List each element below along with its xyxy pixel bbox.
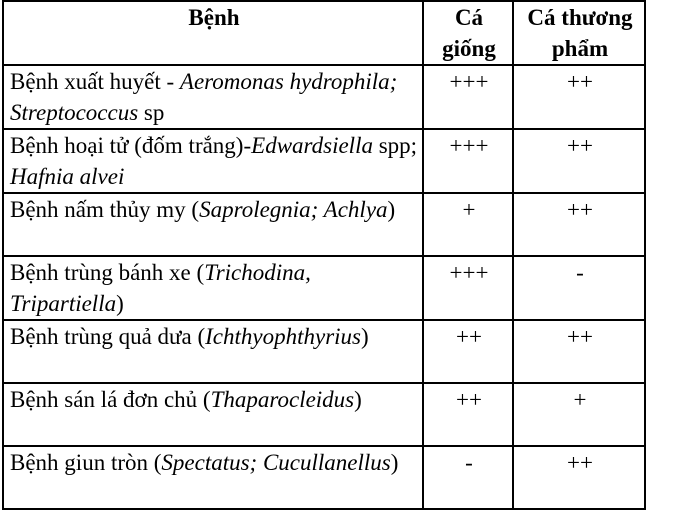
table-row [3,320,645,383]
commercial-severity-cell: + [513,383,645,446]
pathogen-name: Saprolegnia; Achlya [199,197,388,222]
disease-name-text: Bệnh giun tròn ( [10,450,162,475]
pathogen-name: Spectatus; Cucullanellus [161,450,391,475]
disease-name-cell [3,383,423,446]
table-row [3,193,645,256]
disease-name-cell [3,129,423,193]
commercial-severity-cell: ++ [513,320,645,383]
fingerling-severity-cell: - [423,446,513,509]
commercial-severity-cell: ++ [513,129,645,193]
disease-name-cell [3,193,423,256]
pathogen-name: Hafnia alvei [10,164,125,189]
disease-name-text: Bệnh hoại tử (đốm trắng)- [10,133,252,158]
disease-name-text: ) [390,450,399,475]
disease-name-text: Bệnh trùng quả dưa ( [10,324,206,349]
commercial-severity-cell: ++ [513,65,645,129]
header-row [3,1,645,65]
disease-name-cell [3,65,423,129]
disease-name-text: spp; [372,133,418,158]
disease-name-text: Bệnh nấm thủy my ( [10,197,200,222]
disease-name-text: ) [387,197,396,222]
pathogen-name: Aeromonas hydrophila; Streptococcus [10,69,398,125]
disease-name-text: sp [138,100,165,125]
commercial-severity-cell: ++ [513,193,645,256]
table-row [3,65,645,129]
header-commercial-fish: Cá thương phẩm [513,1,645,65]
fingerling-severity-cell: +++ [423,65,513,129]
disease-name-text: Bệnh sán lá đơn chủ ( [10,387,211,412]
pathogen-name: Ichthyophthyrius [205,324,361,349]
table-row [3,383,645,446]
fingerling-severity-cell: +++ [423,256,513,320]
disease-name-text: ) [361,324,369,349]
disease-name-text: ) [354,387,362,412]
disease-name-cell [3,446,423,509]
fingerling-severity-cell: ++ [423,320,513,383]
disease-table [2,0,646,510]
pathogen-name: Thaparocleidus [210,387,355,412]
disease-name-text: ) [116,291,124,316]
table-row [3,256,645,320]
table-row [3,129,645,193]
disease-name-cell [3,320,423,383]
disease-name-cell [3,256,423,320]
commercial-severity-cell: - [513,256,645,320]
pathogen-name: Trichodina, Tripartiella [10,260,311,316]
header-disease: Bệnh [3,1,423,65]
commercial-severity-cell: ++ [513,446,645,509]
fingerling-severity-cell: + [423,193,513,256]
fingerling-severity-cell: ++ [423,383,513,446]
disease-name-text: Bệnh trùng bánh xe ( [10,260,205,285]
table-row [3,446,645,509]
pathogen-name: Edwardsiella [251,133,373,158]
disease-name-text: Bệnh xuất huyết - [10,69,180,94]
header-fingerling: Cá giống [423,1,513,65]
fingerling-severity-cell: +++ [423,129,513,193]
